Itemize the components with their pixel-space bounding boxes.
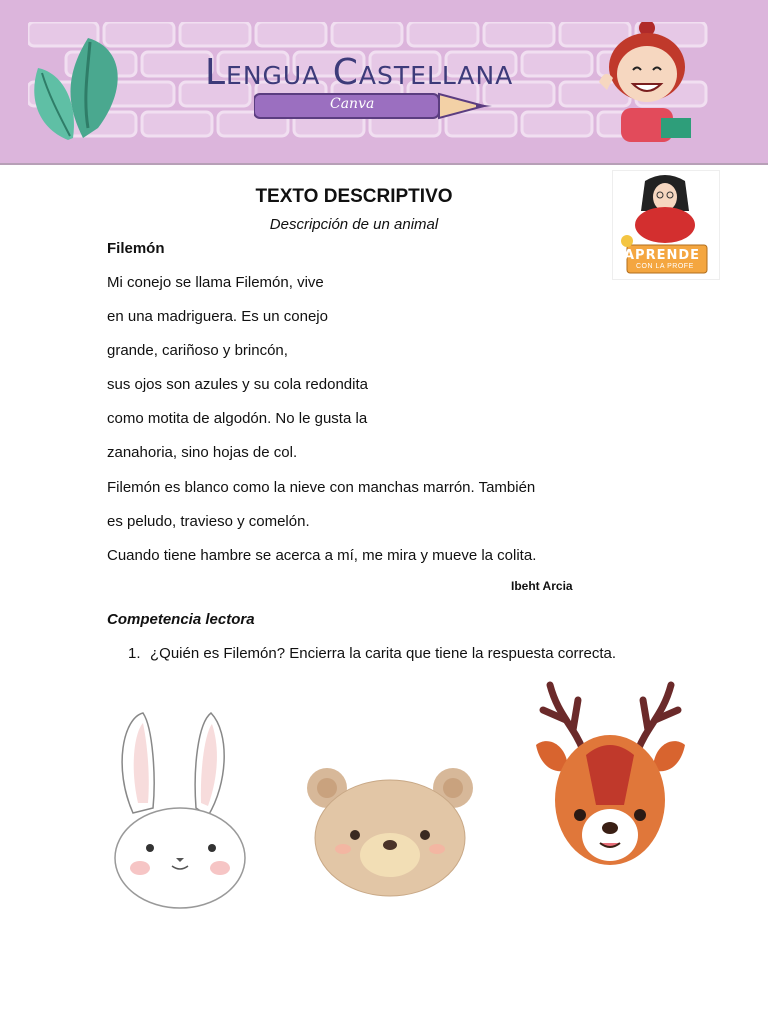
question-1 xyxy=(128,645,616,662)
deer-face-icon[interactable] xyxy=(528,675,693,875)
banner-divider xyxy=(0,163,768,165)
plant-leaves-icon xyxy=(28,28,138,143)
story-line: como motita de algodón. No le gusta la xyxy=(107,410,368,427)
rabbit-face-icon[interactable] xyxy=(108,708,268,913)
document-subtitle: Descripción de un animal xyxy=(269,216,439,233)
logo-subtext: CON LA PROFE xyxy=(636,263,694,270)
pencil-brand-text: Canva xyxy=(330,96,375,112)
story-line: sus ojos son azules y su cola redondita xyxy=(107,376,368,393)
story-line: Filemón es blanco como la nieve con manchas marrón. También xyxy=(107,479,536,496)
logo-word: APRENDE xyxy=(624,248,701,263)
story-name: Filemón xyxy=(107,240,165,257)
question-number: 1. xyxy=(128,645,141,662)
teacher-girl-illustration xyxy=(585,22,710,142)
story-author: Ibeht Arcia xyxy=(511,579,573,593)
story-line: grande, cariñoso y brincón, xyxy=(107,342,288,359)
section-heading: Competencia lectora xyxy=(107,611,255,628)
story-line: zanahoria, sino hojas de col. xyxy=(107,444,298,461)
banner-title: Lengua Castellana xyxy=(205,52,514,93)
story-line: Mi conejo se llama Filemón, vive xyxy=(107,274,324,291)
story-line: en una madriguera. Es un conejo xyxy=(107,308,328,325)
story-line: Cuando tiene hambre se acerca a mí, me mira y mueve la colita. xyxy=(107,547,537,564)
header-banner xyxy=(0,0,768,165)
story-line: es peludo, travieso y comelón. xyxy=(107,513,310,530)
document-title: TEXTO DESCRIPTIVO xyxy=(255,186,453,207)
question-text: ¿Quién es Filemón? Encierra la carita que tiene la respuesta correcta. xyxy=(150,645,617,662)
bear-face-icon[interactable] xyxy=(305,763,475,898)
